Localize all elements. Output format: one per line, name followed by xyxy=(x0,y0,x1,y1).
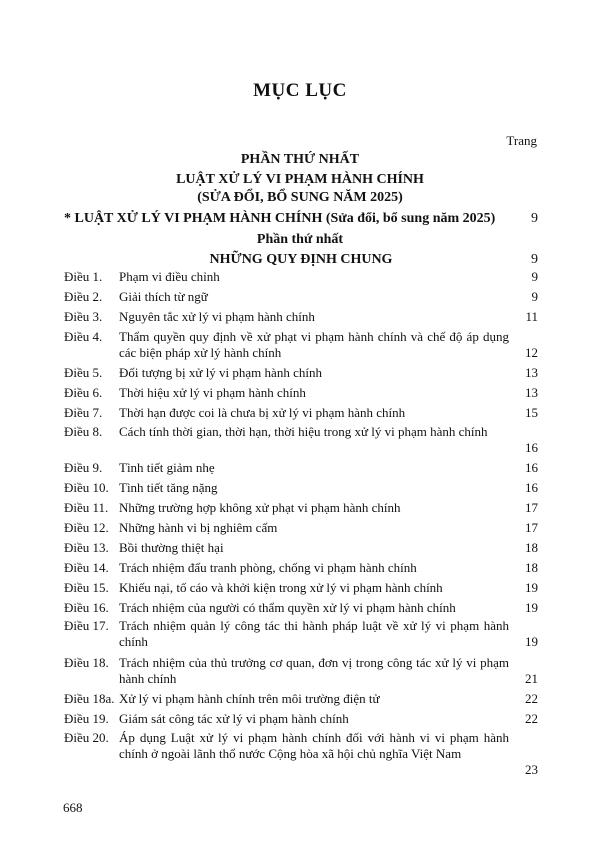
toc-entry-label: Điều 12. xyxy=(64,520,109,535)
toc-entry-text: Tình tiết giảm nhẹ xyxy=(119,460,215,475)
toc-entry-page: 17 xyxy=(525,520,538,535)
toc-entry-text: Giải thích từ ngữ xyxy=(119,289,208,304)
toc-entry-label: Điều 5. xyxy=(64,365,103,380)
law-entry-page: 9 xyxy=(531,211,538,226)
toc-entry xyxy=(64,500,538,516)
toc-entry-label: Điều 18a. xyxy=(64,691,115,706)
toc-entry-text: Những trường hợp không xử phạt vi phạm hành chính xyxy=(119,500,401,515)
toc-entry-text: Cách tính thời gian, thời hạn, thời hiệu trong xử lý vi phạm hành chính xyxy=(119,424,488,439)
toc-entry xyxy=(64,405,538,421)
toc-entry xyxy=(64,618,538,650)
toc-entry-text: Thẩm quyền quy định về xử phạt vi phạm hành chính và chế độ áp dụng các biện pháp xử lý hành chính xyxy=(119,329,509,360)
toc-entry-page: 19 xyxy=(525,634,538,649)
toc-entry xyxy=(64,540,538,556)
toc-entry-label: Điều 20. xyxy=(64,730,109,745)
toc-entry-label: Điều 18. xyxy=(64,655,109,670)
toc-entry xyxy=(64,365,538,381)
toc-entry xyxy=(64,460,538,476)
toc-entry-page: 21 xyxy=(525,671,538,686)
law-entry-text: * LUẬT XỬ LÝ VI PHẠM HÀNH CHÍNH (Sửa đổi, bổ sung năm 2025) xyxy=(64,211,496,226)
toc-entry-label: Điều 15. xyxy=(64,580,109,595)
toc-entry-text: Phạm vi điều chỉnh xyxy=(119,269,220,284)
toc-entry-page: 13 xyxy=(525,365,538,380)
toc-entry-label: Điều 14. xyxy=(64,560,109,575)
toc-entry-label: Điều 2. xyxy=(64,289,103,304)
toc-entry xyxy=(64,480,538,496)
toc-entry-text: Trách nhiệm của thủ trưởng cơ quan, đơn vị trong công tác xử lý vi phạm hành chính xyxy=(119,655,509,686)
toc-entry xyxy=(64,711,538,727)
toc-entry-page: 12 xyxy=(525,345,538,360)
toc-entry-label: Điều 4. xyxy=(64,329,103,344)
toc-entry-page: 18 xyxy=(525,540,538,555)
toc-entry-label: Điều 1. xyxy=(64,269,103,284)
page-title: MỤC LỤC xyxy=(253,80,347,101)
toc-entry xyxy=(64,520,538,536)
toc-entry-page: 9 xyxy=(531,289,538,304)
chapter-title: NHỮNG QUY ĐỊNH CHUNG xyxy=(209,252,393,267)
toc-entry xyxy=(64,655,538,687)
part-subtitle: (SỬA ĐỔI, BỔ SUNG NĂM 2025) xyxy=(197,190,403,205)
toc-entry xyxy=(64,600,538,616)
toc-entry xyxy=(64,424,538,456)
part-label: PHẦN THỨ NHẤT xyxy=(240,152,360,167)
toc-entry-text: Áp dụng Luật xử lý vi phạm hành chính đối với hành vi vi phạm hành chính ở ngoài lãnh thổ nước Cộng hòa xã hội chủ nghĩa Việt Nam xyxy=(119,730,509,761)
toc-entry-page: 15 xyxy=(525,405,538,420)
page-number: 668 xyxy=(63,800,83,815)
toc-entry xyxy=(64,329,538,361)
toc-entry-text: Tình tiết tăng nặng xyxy=(119,480,218,495)
toc-entry-page: 17 xyxy=(525,500,538,515)
toc-entry-text: Đối tượng bị xử lý vi phạm hành chính xyxy=(119,365,322,380)
sub-part-heading: Phần thứ nhất xyxy=(256,232,344,247)
toc-entry-page: 19 xyxy=(525,600,538,615)
toc-entry-page: 16 xyxy=(525,440,538,455)
part-title: LUẬT XỬ LÝ VI PHẠM HÀNH CHÍNH xyxy=(176,172,424,187)
toc-entry-text: Bồi thường thiệt hại xyxy=(119,540,224,555)
toc-entry-text: Giám sát công tác xử lý vi phạm hành chính xyxy=(119,711,349,726)
toc-entry-text: Thời hiệu xử lý vi phạm hành chính xyxy=(119,385,306,400)
toc-entry-page: 11 xyxy=(525,309,538,324)
toc-entry-page: 22 xyxy=(525,711,538,726)
toc-entry xyxy=(64,730,538,778)
toc-entry-page: 16 xyxy=(525,460,538,475)
toc-entry-text: Trách nhiệm của người có thẩm quyền xử lý vi phạm hành chính xyxy=(119,600,456,615)
toc-entry-page: 23 xyxy=(525,762,538,777)
page-column-label: Trang xyxy=(506,133,537,148)
toc-entry-page: 19 xyxy=(525,580,538,595)
toc-entry-label: Điều 17. xyxy=(64,618,109,633)
chapter-page: 9 xyxy=(531,252,538,267)
toc-entry-label: Điều 13. xyxy=(64,540,109,555)
toc-entry xyxy=(64,289,538,305)
toc-entry-page: 9 xyxy=(531,269,538,284)
toc-entry xyxy=(64,385,538,401)
toc-entry-label: Điều 19. xyxy=(64,711,109,726)
toc-entry-text: Xử lý vi phạm hành chính trên môi trường điện tử xyxy=(119,691,380,706)
toc-entry xyxy=(64,560,538,576)
toc-entry-text: Thời hạn được coi là chưa bị xử lý vi phạm hành chính xyxy=(119,405,406,420)
toc-entry-label: Điều 16. xyxy=(64,600,109,615)
toc-entry-text: Nguyên tắc xử lý vi phạm hành chính xyxy=(119,309,315,324)
toc-entry-label: Điều 8. xyxy=(64,424,103,439)
toc-entry-label: Điều 6. xyxy=(64,385,103,400)
toc-entry-text: Trách nhiệm quản lý công tác thi hành pháp luật về xử lý vi phạm hành chính xyxy=(119,618,509,649)
toc-entry-text: Khiếu nại, tố cáo và khởi kiện trong xử lý vi phạm hành chính xyxy=(119,580,443,595)
toc-entry-label: Điều 3. xyxy=(64,309,103,324)
toc-entry-page: 16 xyxy=(525,480,538,495)
toc-entry-label: Điều 10. xyxy=(64,480,109,495)
toc-entry-label: Điều 7. xyxy=(64,405,103,420)
toc-entry-page: 18 xyxy=(525,560,538,575)
toc-entry-label: Điều 9. xyxy=(64,460,103,475)
toc-entry xyxy=(64,309,538,325)
toc-entry xyxy=(64,691,538,707)
toc-entry-page: 13 xyxy=(525,385,538,400)
toc-entry-text: Những hành vi bị nghiêm cấm xyxy=(119,520,278,535)
toc-entry-label: Điều 11. xyxy=(64,500,109,515)
toc-entry xyxy=(64,580,538,596)
toc-entry-page: 22 xyxy=(525,691,538,706)
toc-entry-text: Trách nhiệm đấu tranh phòng, chống vi phạm hành chính xyxy=(119,560,417,575)
toc-entry xyxy=(64,269,538,285)
